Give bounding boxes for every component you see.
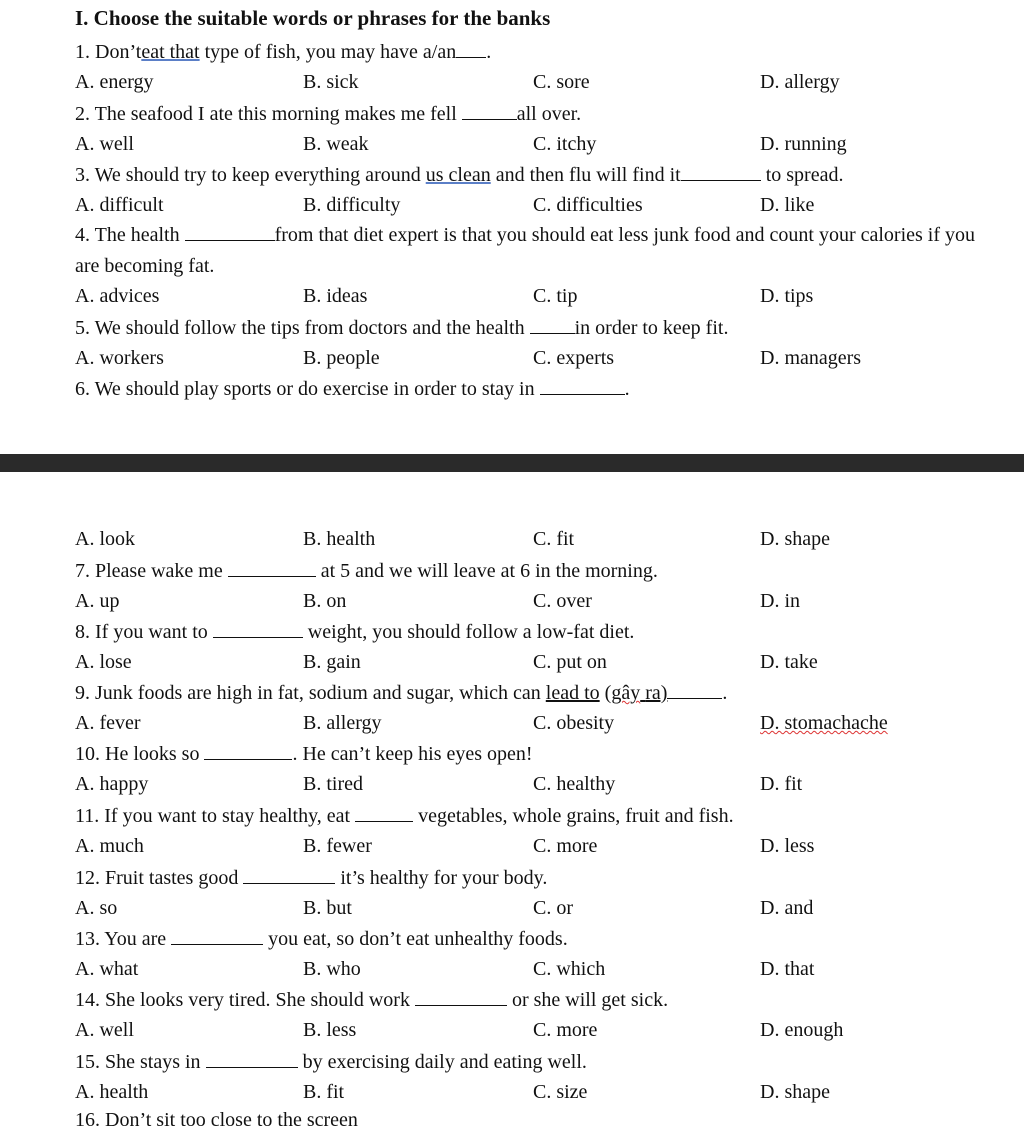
option-a[interactable]: A. happy [75, 773, 149, 795]
option-d[interactable]: D. allergy [760, 71, 840, 93]
option-d[interactable]: D. tips [760, 285, 814, 307]
answer-blank[interactable] [540, 376, 625, 395]
option-b[interactable]: B. gain [303, 651, 361, 673]
option-a[interactable]: A. fever [75, 712, 141, 734]
question-text: 10. He looks so [75, 743, 205, 765]
question-text: 14. She looks very tired. She should work [75, 989, 415, 1011]
option-d[interactable]: D. shape [760, 1081, 830, 1103]
underlined-phrase: eat that [141, 41, 200, 63]
answer-blank[interactable] [355, 803, 413, 822]
option-a[interactable]: A. so [75, 897, 118, 919]
answer-blank[interactable] [530, 315, 575, 334]
question-12 [75, 865, 547, 890]
answer-blank[interactable] [185, 222, 275, 241]
answer-blank[interactable] [681, 162, 761, 181]
option-a[interactable]: A. what [75, 958, 139, 980]
question-text: 7. Please wake me [75, 560, 228, 582]
question-text: weight, you should follow a low-fat diet. [302, 621, 635, 643]
option-c[interactable]: C. more [533, 1019, 598, 1041]
question-text: . [722, 682, 728, 704]
option-d[interactable]: D. managers [760, 347, 862, 369]
option-a[interactable]: A. well [75, 1019, 134, 1041]
question-9 [75, 680, 727, 705]
question-3 [75, 162, 843, 187]
option-d[interactable]: D. like [760, 194, 815, 216]
answer-blank[interactable] [243, 865, 335, 884]
option-b[interactable]: B. difficulty [303, 194, 401, 216]
question-1 [75, 39, 491, 64]
question-text: all over. [516, 103, 582, 125]
question-10 [75, 741, 533, 766]
option-d[interactable]: D. take [760, 651, 818, 673]
option-c[interactable]: C. healthy [533, 773, 616, 795]
option-b[interactable]: B. allergy [303, 712, 382, 734]
option-c[interactable]: C. over [533, 590, 592, 612]
question-13 [75, 926, 568, 951]
option-d[interactable]: D. fit [760, 773, 803, 795]
spellcheck-word: gây [611, 682, 641, 704]
option-b[interactable]: B. ideas [303, 285, 368, 307]
option-d[interactable]: D. less [760, 835, 815, 857]
option-a[interactable]: A. energy [75, 71, 154, 93]
option-b[interactable]: B. health [303, 528, 376, 550]
question-text: and then flu will find it [490, 164, 681, 186]
question-2 [75, 101, 581, 126]
option-b[interactable]: B. fewer [303, 835, 372, 857]
answer-blank[interactable] [171, 926, 263, 945]
option-a[interactable]: A. lose [75, 651, 132, 673]
option-c[interactable]: C. or [533, 897, 573, 919]
question-text: 15. She stays in [75, 1051, 206, 1073]
question-text: it’s healthy for your body. [335, 867, 548, 889]
option-b[interactable]: B. sick [303, 71, 359, 93]
question-5 [75, 315, 728, 340]
option-a[interactable]: A. much [75, 835, 144, 857]
question-text: . [486, 41, 492, 63]
question-text: ( [599, 682, 612, 704]
question-text: . He can’t keep his eyes open! [292, 743, 533, 765]
question-text: 9. Junk foods are high in fat, sodium and sugar, which can [75, 682, 546, 704]
option-c[interactable]: C. difficulties [533, 194, 643, 216]
question-text: to spread. [760, 164, 844, 186]
underlined-phrase: ra) [645, 682, 668, 704]
option-c[interactable]: C. more [533, 835, 598, 857]
option-a[interactable]: A. workers [75, 347, 164, 369]
option-d[interactable]: D. shape [760, 528, 830, 550]
section-title: I. Choose the suitable words or phrases for the banks [75, 6, 551, 30]
option-d[interactable]: D. that [760, 958, 815, 980]
question-4 [75, 220, 980, 282]
option-b[interactable]: B. but [303, 897, 352, 919]
option-b[interactable]: B. on [303, 590, 347, 612]
question-text: 6. We should play sports or do exercise in order to stay in [75, 378, 540, 400]
question-text: 4. The health [75, 224, 185, 246]
question-text: by exercising daily and eating well. [297, 1051, 587, 1073]
question-text: 12. Fruit tastes good [75, 867, 244, 889]
option-c[interactable]: C. fit [533, 528, 575, 550]
option-a[interactable]: A. difficult [75, 194, 164, 216]
question-16-partial: 16. Don’t sit too close to the screen [75, 1109, 358, 1131]
question-text: 11. If you want to stay healthy, eat [75, 805, 356, 827]
question-text: . [624, 378, 630, 400]
option-b[interactable]: B. fit [303, 1081, 345, 1103]
underlined-phrase: lead to [545, 682, 600, 704]
answer-blank[interactable] [415, 987, 507, 1006]
question-14 [75, 987, 668, 1012]
option-b[interactable]: B. weak [303, 133, 369, 155]
question-text: vegetables, whole grains, fruit and fish. [413, 805, 734, 827]
option-c[interactable]: C. itchy [533, 133, 597, 155]
underlined-phrase: us clean [425, 164, 491, 186]
option-d[interactable]: D. and [760, 897, 814, 919]
option-c[interactable]: C. experts [533, 347, 615, 369]
question-11 [75, 803, 734, 828]
answer-blank[interactable] [456, 39, 486, 58]
question-6 [75, 376, 630, 401]
question-8 [75, 619, 634, 644]
option-a[interactable]: A. look [75, 528, 135, 550]
answer-blank[interactable] [206, 1049, 298, 1068]
option-b[interactable]: B. people [303, 347, 380, 369]
option-c[interactable]: C. tip [533, 285, 578, 307]
answer-blank[interactable] [667, 680, 722, 699]
answer-blank[interactable] [213, 619, 303, 638]
question-text: 2. The seafood I ate this morning makes me fell [75, 103, 462, 125]
option-d[interactable]: D. in [760, 590, 800, 612]
option-a[interactable]: A. up [75, 590, 120, 612]
option-a[interactable]: A. advices [75, 285, 160, 307]
question-text: you eat, so don’t eat unhealthy foods. [263, 928, 568, 950]
page-divider [0, 454, 1024, 472]
option-a[interactable]: A. well [75, 133, 134, 155]
question-text: 1. Don’t [75, 41, 142, 63]
question-7 [75, 558, 658, 583]
answer-blank[interactable] [204, 741, 292, 760]
question-15 [75, 1049, 587, 1074]
question-text: 3. We should try to keep everything around [75, 164, 426, 186]
question-text: 8. If you want to [75, 621, 213, 643]
option-c[interactable]: C. size [533, 1081, 588, 1103]
question-text: at 5 and we will leave at 6 in the morning. [315, 560, 658, 582]
option-c[interactable]: C. obesity [533, 712, 615, 734]
question-text: type of fish, you may have a/an [199, 41, 457, 63]
option-c[interactable]: C. which [533, 958, 606, 980]
option-b[interactable]: B. less [303, 1019, 357, 1041]
question-text: from that diet expert is that you should eat less junk food and count your calories if you are becoming fat. [75, 224, 976, 277]
question-text: in order to keep fit. [574, 317, 729, 339]
option-c[interactable]: C. put on [533, 651, 607, 673]
option-b[interactable]: B. tired [303, 773, 363, 795]
question-text: or she will get sick. [506, 989, 669, 1011]
option-d[interactable]: D. stomachache [760, 712, 888, 734]
option-c[interactable]: C. sore [533, 71, 590, 93]
option-d[interactable]: D. enough [760, 1019, 844, 1041]
option-a[interactable]: A. health [75, 1081, 149, 1103]
question-text: 13. You are [75, 928, 172, 950]
answer-blank[interactable] [228, 558, 316, 577]
answer-blank[interactable] [462, 101, 517, 120]
question-text: 5. We should follow the tips from doctors and the health [75, 317, 530, 339]
option-b[interactable]: B. who [303, 958, 361, 980]
option-d[interactable]: D. running [760, 133, 847, 155]
